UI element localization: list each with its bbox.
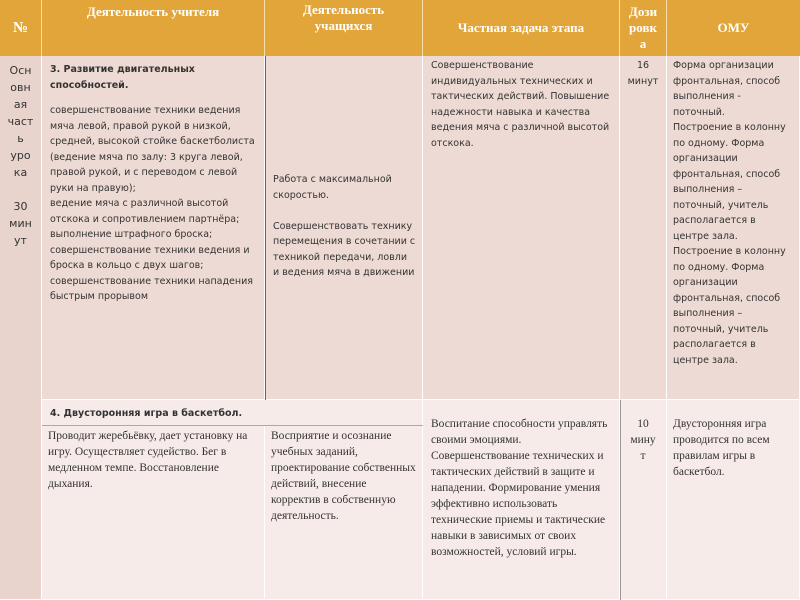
section3-dose: 16 минут [627,60,659,87]
section4-title: 4. Двусторонняя игра в баскетбол. [50,408,243,419]
section3-dose-cell [620,56,667,400]
section4-students-text: Восприятие и осознание учебных заданий, проектирование собственных действий, внесение корректив в собственную деятельность. [271,430,416,522]
section4-omu-cell [667,400,800,600]
section3-students-cell [265,56,423,400]
section4-teacher-cell [42,426,265,600]
section4-dose: 10 мину т [630,418,656,462]
section3-omu-text: Форма организации фронтальная, способ выполнения - поточный. Построение в колонну по одному. Форма организации фронтальная, способ выполнения – поточный, учитель располагается в центре зала. Построение в колонну по одному. Форма организации фронтальная, способ выполнения – поточный, учитель располагается в центре зала. [673,60,786,366]
section4-omu-text: Двусторонняя игра проводится по всем правилам игры в баскетбол. [673,418,770,478]
section4-task-text: Воспитание способности управлять своими эмоциями. Совершенствование технических и тактических действий в защите и нападении. Формирование умения эффективно использовать технические приемы и тактические навыки в зависимых от своих возможностей, условий игры. [431,418,608,558]
section4-title-cell [42,400,423,426]
divider-horizontal-section4 [42,425,423,426]
header-task: Частная задача этапа [423,0,620,56]
section3-teacher-cell [42,56,265,400]
divider-vertical-students [265,56,266,400]
section4-teacher-text: Проводит жеребьёвку, дает установку на игру. Осуществляет судейство. Бег в медленном темпе. Восстановление дыхания. [48,430,248,490]
section4-students-cell [265,426,423,600]
section3-task-text: Совершенствование индивидуальных технических и тактических действий. Повышение надежности навыка и качества ведения мяча с различной высотой отскока. [431,60,610,149]
section3-title: 3. Развитие двигательных способностей. [50,64,195,91]
stage-label: Осн овн ая част ь уро ка 30 мин ут [7,64,34,247]
header-omu: ОМУ [667,0,800,56]
header-dose: Дози ровк а [620,0,667,56]
section3-omu-cell [667,56,800,400]
section3-teacher-text: совершенствование техники ведения мяча левой, правой рукой в низкой, средней, высокой стойке баскетболиста (ведение мяча по залу: 3 круга левой, правой рукой, и с переводом с левой руки на правую); ведение мяча с различной высотой отскока и сопротивлением партнёра; выполнение штрафного броска; совершенствование техники ведения и броска в кольцо с двух шагов; совершенствование техники нападения быстрым прорывом [50,105,255,302]
section3-task-cell [423,56,620,400]
section3-students-text: Работа с максимальной скоростью. Совершенствовать технику перемещения в сочетании с техникой передачи, ловли и ведения мяча в движении [273,174,416,278]
section4-task-cell [423,400,620,600]
section4-dose-cell [620,400,667,600]
divider-vertical-dose [620,400,621,600]
header-num: № [0,0,42,56]
stage-label-cell [0,56,42,600]
header-teacher-activity: Деятельность учителя [42,0,265,56]
header-students-activity: Деятельность учащихся [265,0,423,56]
